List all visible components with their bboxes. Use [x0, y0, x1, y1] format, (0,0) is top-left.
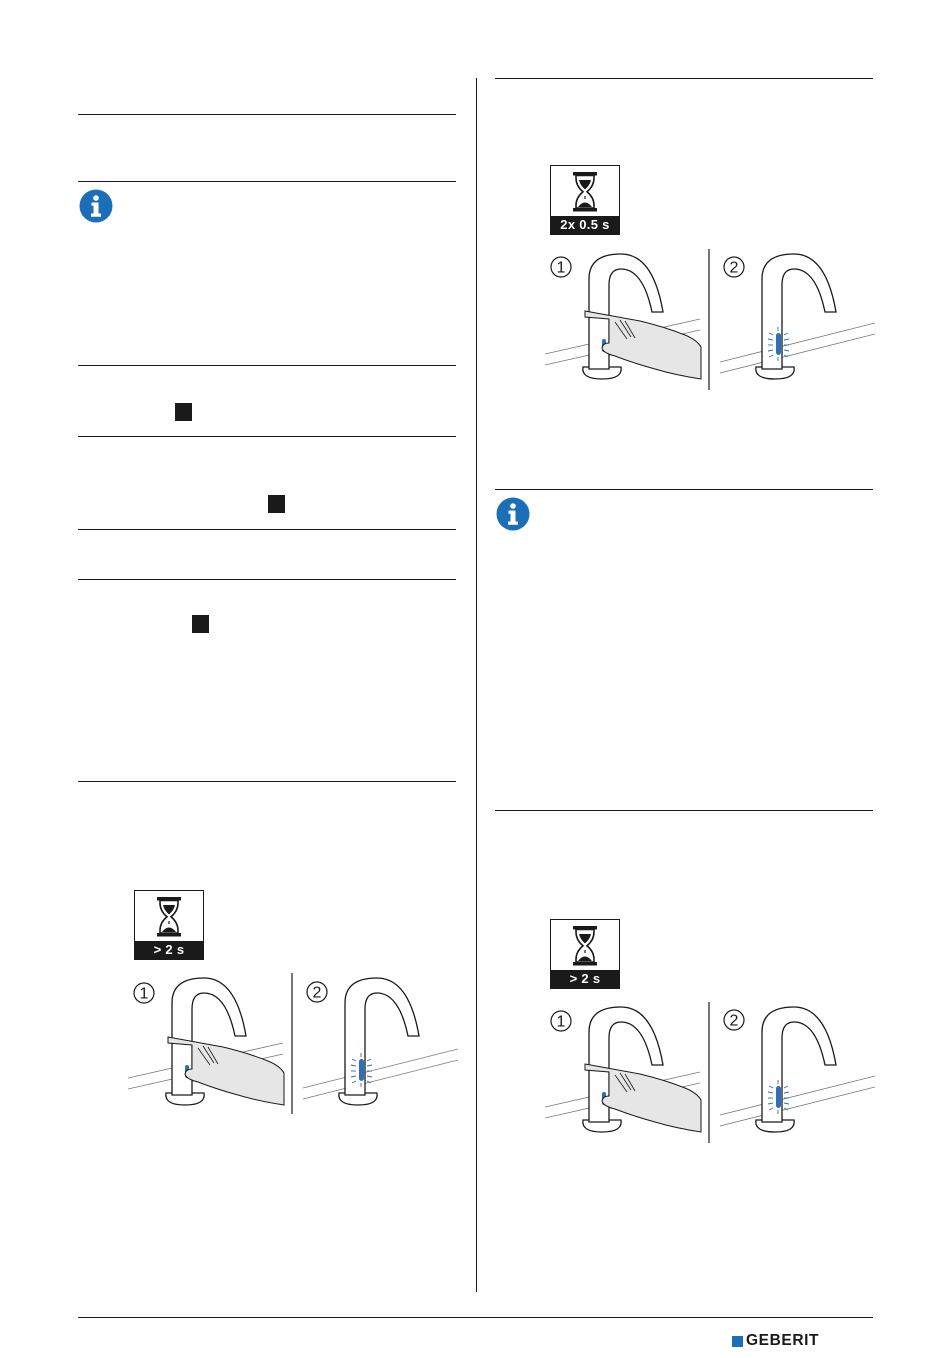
section-rule: [78, 181, 456, 182]
logo-square-icon: [732, 1336, 743, 1347]
faucet-illustration: [545, 249, 875, 394]
duration-label: 2x 0.5 s: [551, 216, 619, 234]
section-rule: [495, 489, 873, 490]
hourglass-timer: [550, 165, 620, 235]
section-rule: [78, 579, 456, 580]
column-divider: [476, 78, 477, 1292]
step-number: 2: [729, 1012, 739, 1030]
step-number: 2: [729, 259, 739, 277]
hourglass-icon: [135, 891, 203, 943]
info-icon: [79, 189, 113, 223]
section-rule: [78, 365, 456, 366]
footer-rule: [78, 1317, 873, 1318]
hourglass-icon: [551, 166, 619, 218]
section-rule: [495, 810, 873, 811]
section-rule: [495, 78, 873, 79]
hourglass-timer: [134, 890, 204, 960]
section-rule: [78, 781, 456, 782]
brand-logo: [732, 1331, 819, 1351]
duration-label: > 2 s: [551, 970, 619, 988]
duration-label: > 2 s: [135, 941, 203, 959]
section-rule: [78, 436, 456, 437]
faucet-illustration: [545, 1002, 875, 1147]
section-rule: [78, 114, 456, 115]
button-symbol-square: [192, 615, 209, 633]
step-number: 1: [556, 259, 566, 277]
info-icon: [496, 497, 530, 531]
hourglass-icon: [551, 920, 619, 972]
hourglass-timer: [550, 919, 620, 989]
step-number: 2: [312, 984, 322, 1002]
faucet-illustration: [128, 973, 458, 1118]
button-symbol-square: [268, 495, 285, 513]
section-rule: [78, 529, 456, 530]
step-number: 1: [556, 1013, 566, 1031]
button-symbol-square: [175, 403, 192, 421]
step-number: 1: [139, 985, 149, 1003]
brand-name: GEBERIT: [746, 1332, 820, 1349]
